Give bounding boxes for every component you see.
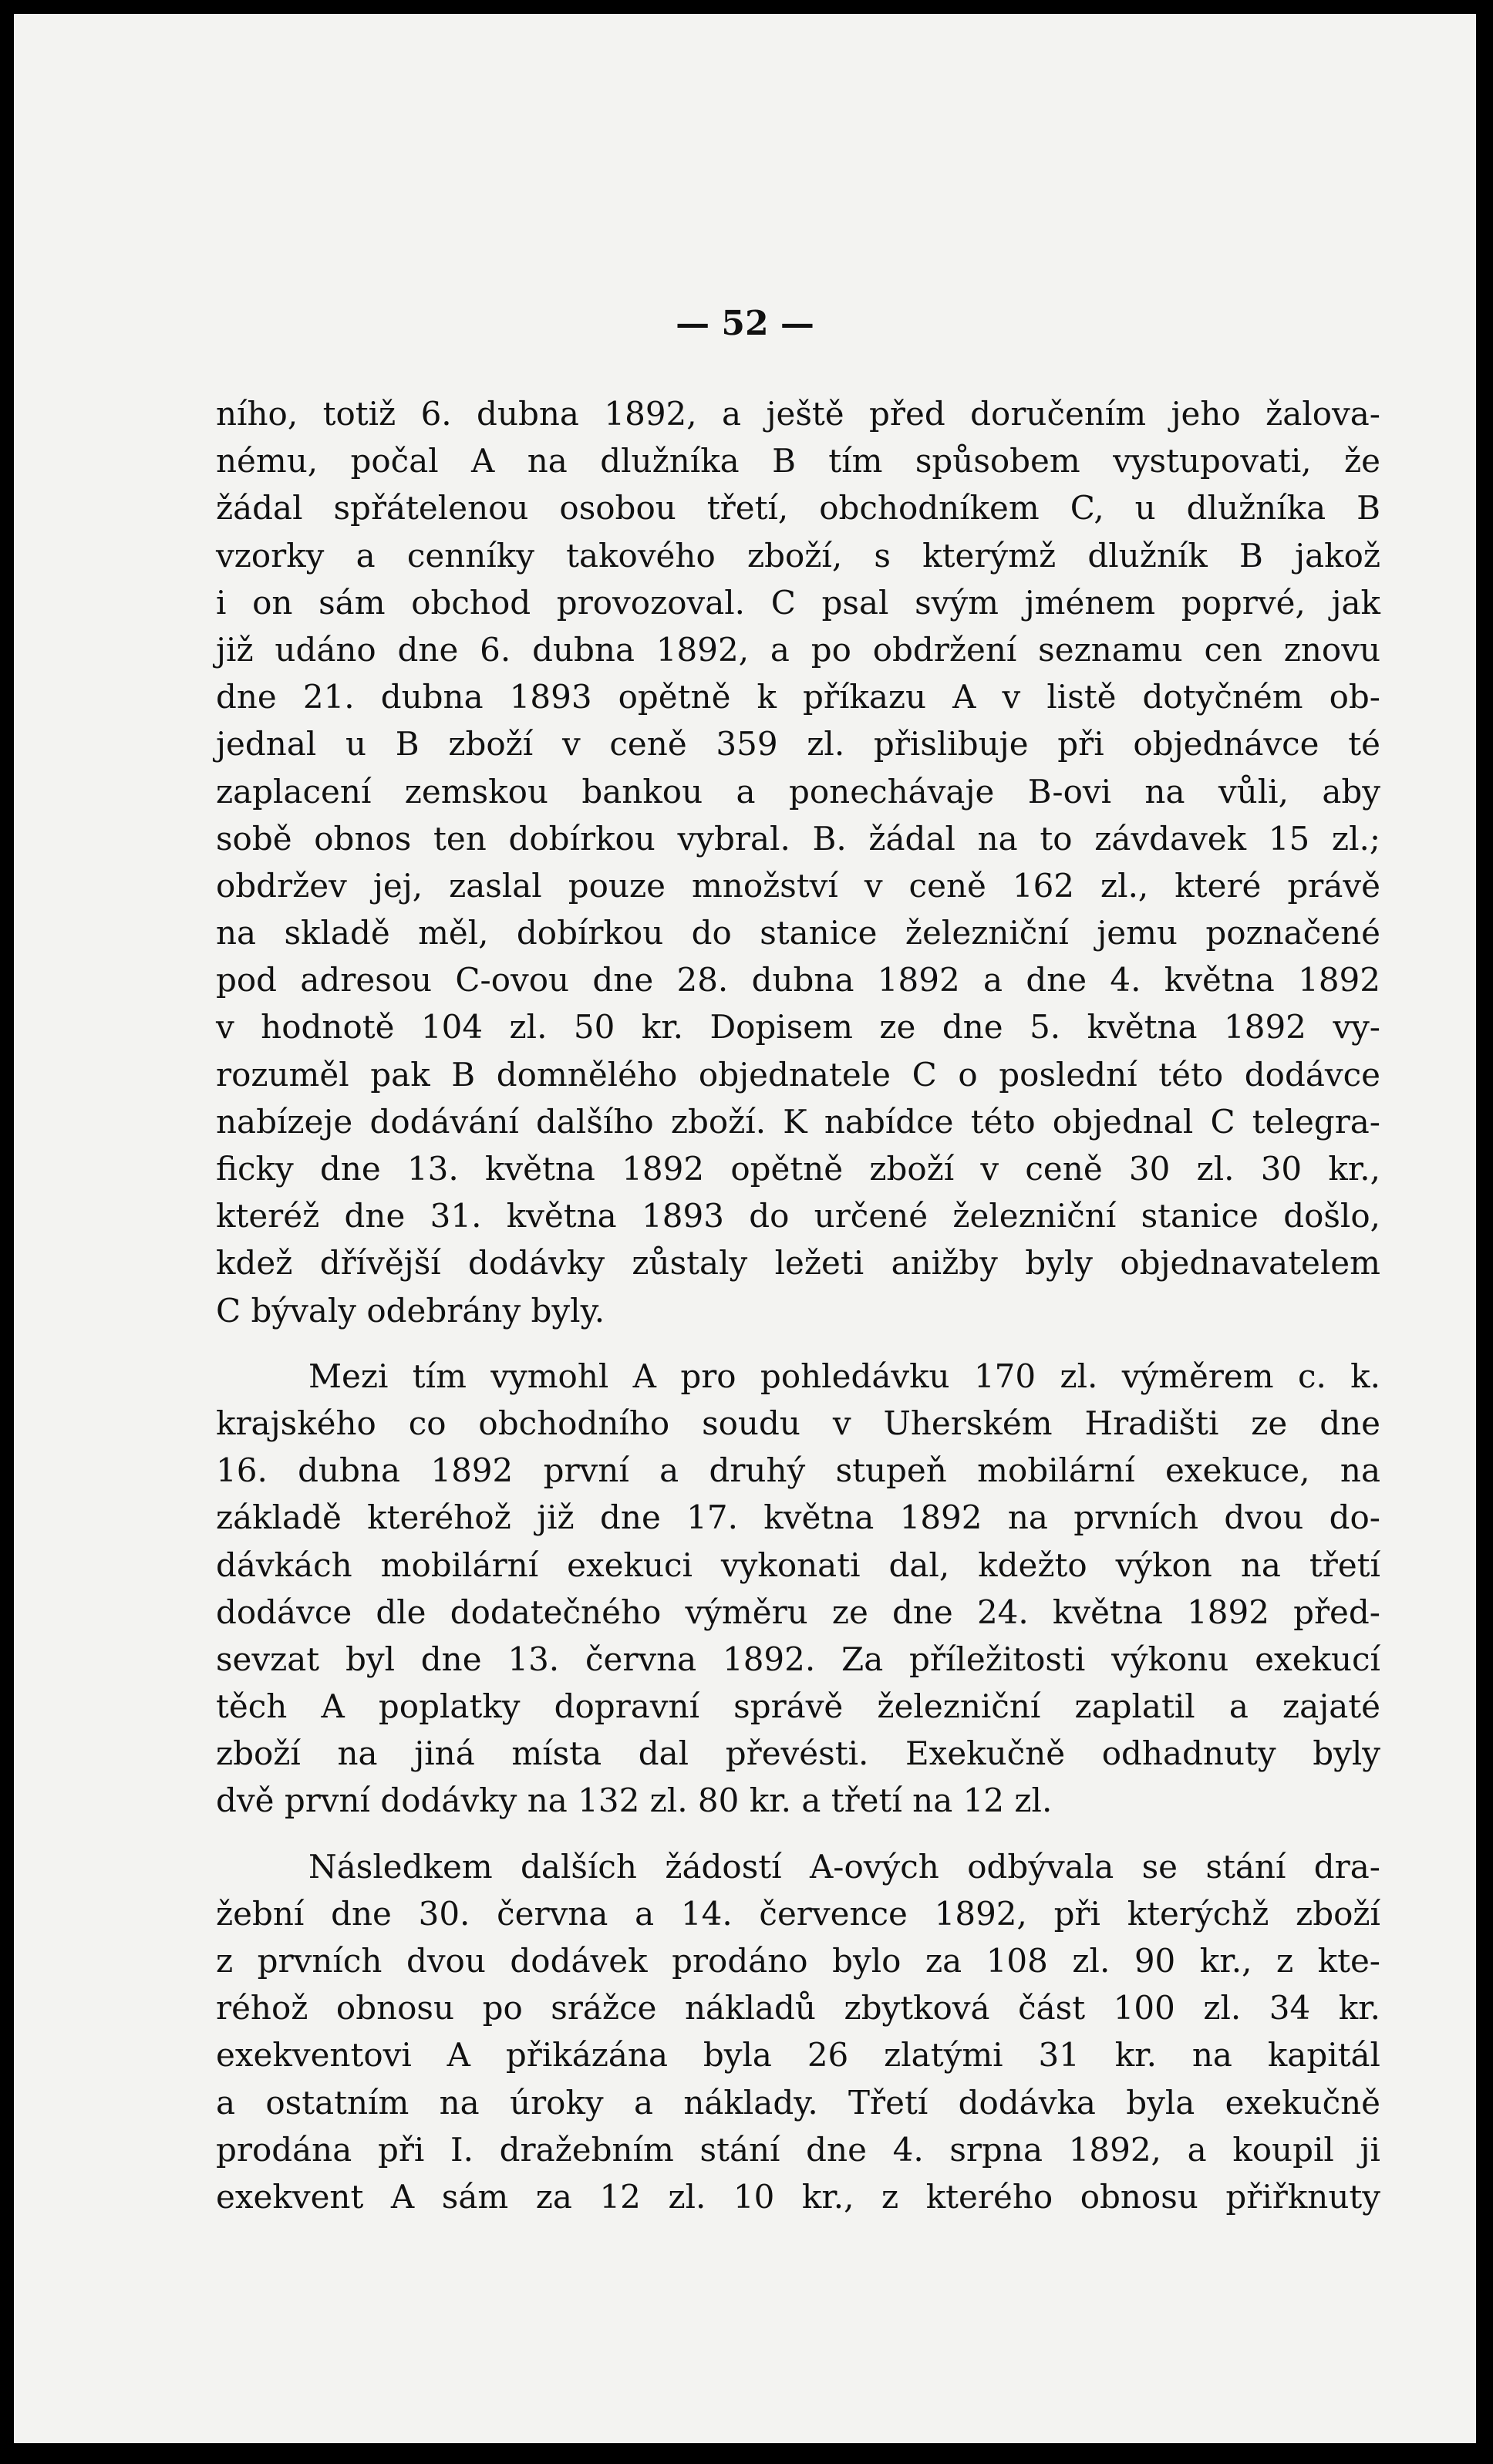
text-line: 16. dubna 1892 první a druhý stupeň mobilární exekuce, na	[216, 1451, 1380, 1490]
paragraph-2	[216, 1353, 1380, 1825]
text-line: dávkách mobilární exekuci vykonati dal, kdežto výkon na třetí	[216, 1545, 1380, 1584]
text-line: ního, totiž 6. dubna 1892, a ještě před doručením jeho žalova-	[216, 395, 1380, 433]
text-line: pod adresou C-ovou dne 28. dubna 1892 a dne 4. května 1892	[216, 961, 1380, 999]
text-line: základě kteréhož již dne 17. května 1892 na prvních dvou do-	[216, 1498, 1380, 1537]
page-number: — 52 —	[676, 304, 814, 343]
text-line: v hodnotě 104 zl. 50 kr. Dopisem ze dne 5. května 1892 vy-	[216, 1008, 1380, 1047]
text-line: vzorky a cenníky takového zboží, s kterýmž dlužník B jakož	[216, 536, 1380, 575]
text-line: dne 21. dubna 1893 opětně k příkazu A v listě dotyčném ob-	[216, 678, 1380, 716]
text-line: Mezi tím vymohl A pro pohledávku 170 zl. výměrem c. k.	[308, 1357, 1380, 1395]
text-line: rozuměl pak B domnělého objednatele C o poslední této dodávce	[216, 1055, 1380, 1094]
text-line: C bývaly odebrány byly.	[216, 1291, 605, 1330]
text-line: exekventovi A přikázána byla 26 zlatými 31 kr. na kapitál	[216, 2036, 1380, 2075]
text-line: kteréž dne 31. května 1893 do určené železniční stanice došlo,	[216, 1197, 1380, 1235]
text-line: réhož obnosu po srážce nákladů zbytková část 100 zl. 34 kr.	[216, 1989, 1380, 2027]
text-line: ficky dne 13. května 1892 opětně zboží v ceně 30 zl. 30 kr.,	[216, 1150, 1380, 1188]
text-line: dodávce dle dodatečného výměru ze dne 24. května 1892 před-	[216, 1593, 1380, 1631]
text-line: dvě první dodávky na 132 zl. 80 kr. a třetí na 12 zl.	[216, 1781, 1053, 1820]
paragraph-3	[216, 1843, 1380, 2221]
text-line: žební dne 30. června a 14. července 1892, při kterýchž zboží	[216, 1894, 1380, 1933]
text-line: prodána při I. dražebním stání dne 4. srpna 1892, a koupil ji	[216, 2130, 1380, 2169]
text-line: zboží na jiná místa dal převésti. Exekučně odhadnuty byly	[216, 1734, 1380, 1773]
text-line: kdež dřívější dodávky zůstaly ležeti anižby byly objednavatelem	[216, 1244, 1380, 1283]
text-line: žádal spřátelenou osobou třetí, obchodníkem C, u dlužníka B	[216, 489, 1380, 528]
text-line: sobě obnos ten dobírkou vybral. B. žádal na to závdavek 15 zl.;	[216, 819, 1380, 858]
text-line: již udáno dne 6. dubna 1892, a po obdržení seznamu cen znovu	[216, 630, 1380, 669]
text-line: sevzat byl dne 13. června 1892. Za příležitosti výkonu exekucí	[216, 1640, 1380, 1678]
text-line: nabízeje dodávání dalšího zboží. K nabídce této objednal C telegra-	[216, 1102, 1380, 1141]
text-line: Následkem dalších žádostí A-ových odbývala se stání dra-	[308, 1847, 1380, 1886]
text-line: obdržev jej, zaslal pouze množství v ceně 162 zl., které právě	[216, 866, 1380, 905]
text-line: zaplacení zemskou bankou a ponechávaje B-ovi na vůli, aby	[216, 772, 1380, 811]
paragraph-1	[216, 390, 1380, 1334]
text-line: krajského co obchodního soudu v Uherském Hradišti ze dne	[216, 1404, 1380, 1442]
text-line: z prvních dvou dodávek prodáno bylo za 108 zl. 90 kr., z kte-	[216, 1942, 1380, 1980]
text-line: i on sám obchod provozoval. C psal svým jménem poprvé, jak	[216, 583, 1380, 622]
text-line: těch A poplatky dopravní správě železniční zaplatil a zajaté	[216, 1687, 1380, 1726]
text-line: a ostatním na úroky a náklady. Třetí dodávka byla exekučně	[216, 2083, 1380, 2122]
text-line: na skladě měl, dobírkou do stanice železniční jemu poznačené	[216, 914, 1380, 952]
page-body	[216, 390, 1380, 2220]
text-line: nému, počal A na dlužníka B tím spůsobem vystupovati, že	[216, 442, 1380, 480]
text-line: jednal u B zboží v ceně 359 zl. přislibuje při objednávce té	[216, 725, 1380, 763]
book-page	[14, 14, 1476, 2443]
text-line: exekvent A sám za 12 zl. 10 kr., z kterého obnosu přiřknuty	[216, 2177, 1380, 2216]
